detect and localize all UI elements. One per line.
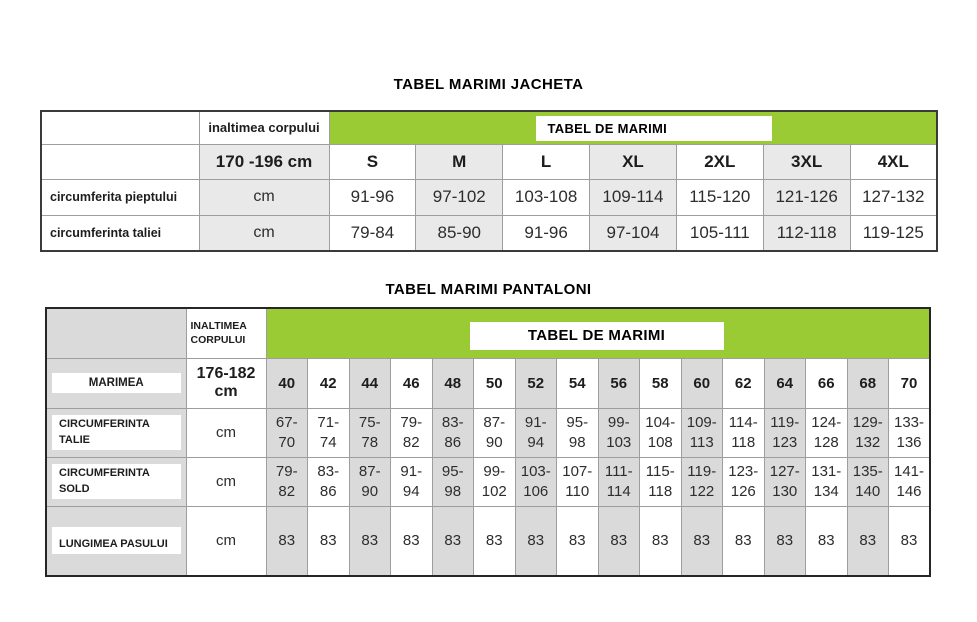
jacket-unit-cell: cm [199,179,329,215]
pants-value-cell: 104-108 [640,408,682,457]
jacket-value-cell: 97-102 [416,179,503,215]
jacket-value-cell: 119-125 [850,215,937,251]
pants-value-cell: 83-86 [308,457,350,506]
pants-value-cell: 83 [806,506,848,576]
jacket-measure-row [41,179,937,215]
pants-value-cell: 91-94 [515,408,557,457]
jacket-value-cell: 109-114 [590,179,677,215]
pants-value-cell: 67-70 [266,408,308,457]
pants-value-cell: 87-90 [349,457,391,506]
jacket-band-label-box [536,116,772,141]
pants-table-title: TABEL MARIMI PANTALONI [385,281,592,298]
jacket-value-cell: 112-118 [763,215,850,251]
pants-size-header: 54 [557,358,599,408]
jacket-value-cell: 91-96 [503,215,590,251]
pants-value-cell: 103-106 [515,457,557,506]
pants-size-header: 66 [806,358,848,408]
pants-value-cell: 141-146 [889,457,931,506]
pants-size-header: 70 [889,358,931,408]
pants-size-header: 40 [266,358,308,408]
pants-value-cell: 119-123 [764,408,806,457]
jacket-value-cell: 103-108 [503,179,590,215]
pants-value-cell: 131-134 [806,457,848,506]
pants-value-cell: 71-74 [308,408,350,457]
jacket-size-table [40,110,938,252]
pants-value-cell: 83 [557,506,599,576]
pants-value-cell: 79-82 [391,408,433,457]
pants-band-label-box [470,322,724,350]
pants-value-cell: 133-136 [889,408,931,457]
pants-size-row [46,358,930,408]
pants-measure-label-cell [46,506,186,576]
pants-value-cell: 83 [640,506,682,576]
pants-size-band [266,308,930,358]
pants-measure-row [46,457,930,506]
pants-value-cell: 91-94 [391,457,433,506]
pants-value-cell: 83 [598,506,640,576]
pants-value-cell: 95-98 [432,457,474,506]
pants-size-header: 42 [308,358,350,408]
jacket-size-header: M [416,144,503,179]
jacket-table-title: TABEL MARIMI JACHETA [393,76,584,93]
pants-size-header: 44 [349,358,391,408]
pants-value-cell: 111-114 [598,457,640,506]
jacket-blank-cell [41,144,199,179]
pants-size-header: 52 [515,358,557,408]
pants-value-cell: 107-110 [557,457,599,506]
jacket-value-cell: 91-96 [329,179,416,215]
pants-value-cell: 95-98 [557,408,599,457]
pants-value-cell: 83 [889,506,931,576]
jacket-value-cell: 121-126 [763,179,850,215]
pants-size-header: 50 [474,358,516,408]
jacket-size-header: S [329,144,416,179]
pants-value-cell: 83 [391,506,433,576]
pants-size-header: 46 [391,358,433,408]
pants-measure-row [46,408,930,457]
pants-height-value-cell: 176-182 cm [186,358,266,408]
pants-value-cell: 83 [266,506,308,576]
pants-value-cell: 129-132 [847,408,889,457]
pants-measure-label: CIRCUMFERINTA SOLD [52,464,181,499]
jacket-corner-cell [41,111,199,144]
jacket-value-cell: 85-90 [416,215,503,251]
pants-value-cell: 99-103 [598,408,640,457]
pants-size-header: 56 [598,358,640,408]
pants-value-cell: 83 [764,506,806,576]
pants-size-row-label: MARIMEA [52,373,181,393]
pants-value-cell: 83 [474,506,516,576]
pants-value-cell: 83 [432,506,474,576]
pants-unit-cell: cm [186,506,266,576]
pants-value-cell: 75-78 [349,408,391,457]
pants-size-table [45,307,931,577]
pants-corner-cell [46,308,186,358]
pants-value-cell: 119-122 [681,457,723,506]
pants-value-cell: 83 [515,506,557,576]
pants-value-cell: 123-126 [723,457,765,506]
pants-value-cell: 124-128 [806,408,848,457]
pants-size-header: 58 [640,358,682,408]
pants-size-header: 68 [847,358,889,408]
jacket-measure-label: circumferita pieptului [41,179,199,215]
jacket-value-cell: 79-84 [329,215,416,251]
pants-height-header-cell: INALTIMEA CORPULUI [186,308,266,358]
jacket-size-header: 3XL [763,144,850,179]
pants-value-cell: 127-130 [764,457,806,506]
pants-measure-label-cell [46,408,186,457]
pants-header-row [46,308,930,358]
pants-size-header: 60 [681,358,723,408]
jacket-value-cell: 127-132 [850,179,937,215]
pants-value-cell: 109-113 [681,408,723,457]
pants-value-cell: 83 [847,506,889,576]
jacket-unit-cell: cm [199,215,329,251]
pants-unit-cell: cm [186,457,266,506]
pants-value-cell: 83 [308,506,350,576]
pants-size-header: 64 [764,358,806,408]
jacket-band-label: TABEL DE MARIMI [547,120,668,136]
pants-value-cell: 99-102 [474,457,516,506]
pants-value-cell: 115-118 [640,457,682,506]
jacket-size-header: L [503,144,590,179]
jacket-height-value-cell: 170 -196 cm [199,144,329,179]
jacket-measure-label: circumferinta taliei [41,215,199,251]
pants-value-cell: 83 [681,506,723,576]
pants-band-label: TABEL DE MARIMI [527,327,666,345]
pants-size-header: 62 [723,358,765,408]
pants-value-cell: 83-86 [432,408,474,457]
pants-unit-cell: cm [186,408,266,457]
pants-value-cell: 87-90 [474,408,516,457]
pants-size-header: 48 [432,358,474,408]
pants-value-cell: 83 [723,506,765,576]
jacket-value-cell: 105-111 [676,215,763,251]
pants-measure-row [46,506,930,576]
pants-measure-label-cell [46,457,186,506]
jacket-size-row [41,144,937,179]
pants-size-row-label-cell [46,358,186,408]
pants-value-cell: 135-140 [847,457,889,506]
jacket-size-header: 2XL [676,144,763,179]
pants-value-cell: 83 [349,506,391,576]
pants-measure-label: LUNGIMEA PASULUI [52,527,181,554]
pants-value-cell: 79-82 [266,457,308,506]
jacket-value-cell: 115-120 [676,179,763,215]
jacket-size-band [329,111,937,144]
pants-measure-label: CIRCUMFERINTA TALIE [52,415,181,450]
pants-value-cell: 114-118 [723,408,765,457]
jacket-value-cell: 97-104 [590,215,677,251]
jacket-header-row [41,111,937,144]
jacket-height-header-cell: inaltimea corpului [199,111,329,144]
jacket-measure-row [41,215,937,251]
jacket-size-header: XL [590,144,677,179]
jacket-size-header: 4XL [850,144,937,179]
